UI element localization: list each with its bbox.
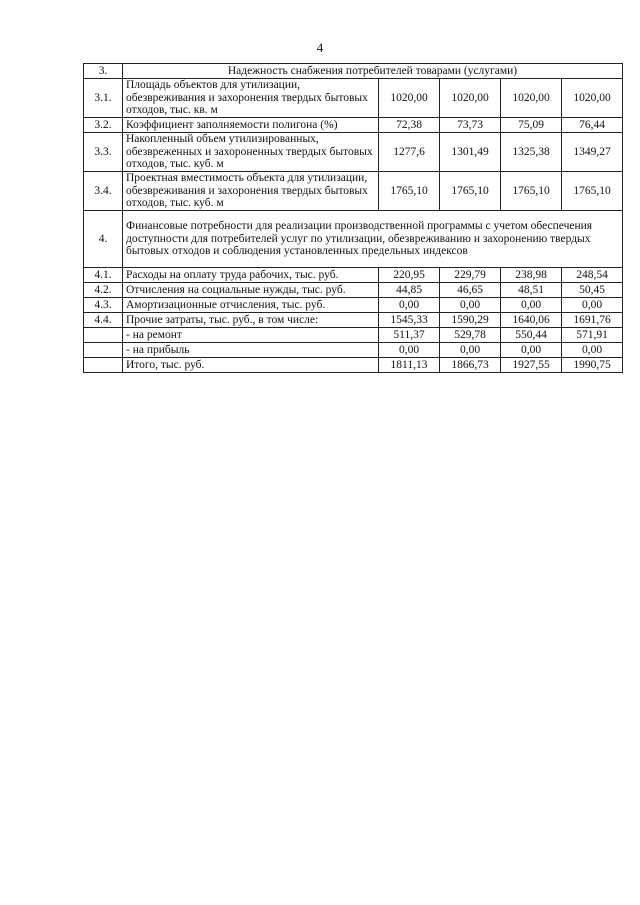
value-cell: 73,73 xyxy=(440,118,501,133)
row-label: Проектная вместимость объекта для утилизации, обезвреживания и захоронения твердых бытовых отходов, тыс. куб. м xyxy=(123,172,379,211)
value-cell: 76,44 xyxy=(562,118,623,133)
value-cell: 0,00 xyxy=(440,298,501,313)
value-cell: 1590,29 xyxy=(440,313,501,328)
row-label: Итого, тыс. руб. xyxy=(123,358,379,373)
row-number: 4. xyxy=(84,211,123,268)
row-number: 4.4. xyxy=(84,313,123,328)
page-number: 4 xyxy=(316,40,324,55)
value-cell: 1765,10 xyxy=(440,172,501,211)
table-row xyxy=(84,172,623,211)
value-cell: 72,38 xyxy=(379,118,440,133)
section-heading: Финансовые потребности для реализации производственной программы с учетом обеспечения доступности для потребителей услуг по утилизации, обезвреживанию и захоронению твердых бытовых отходов и соблюдения установленных предельных индексов xyxy=(123,211,623,268)
row-label: Прочие затраты, тыс. руб., в том числе: xyxy=(123,313,379,328)
table-row xyxy=(84,211,623,268)
value-cell: 529,78 xyxy=(440,328,501,343)
row-number: 3.4. xyxy=(84,172,123,211)
row-number xyxy=(84,343,123,358)
table-row xyxy=(84,268,623,283)
value-cell: 0,00 xyxy=(501,298,562,313)
value-cell: 1866,73 xyxy=(440,358,501,373)
row-number: 3.2. xyxy=(84,118,123,133)
value-cell: 238,98 xyxy=(501,268,562,283)
row-number: 4.2. xyxy=(84,283,123,298)
value-cell: 48,51 xyxy=(501,283,562,298)
table-row xyxy=(84,118,623,133)
value-cell: 1020,00 xyxy=(562,79,623,118)
value-cell: 1325,38 xyxy=(501,133,562,172)
value-cell: 1301,49 xyxy=(440,133,501,172)
value-cell: 0,00 xyxy=(562,343,623,358)
table-row xyxy=(84,64,623,79)
section-heading: Надежность снабжения потребителей товарами (услугами) xyxy=(123,64,623,79)
value-cell: 1349,27 xyxy=(562,133,623,172)
value-cell: 1020,00 xyxy=(440,79,501,118)
value-cell: 511,37 xyxy=(379,328,440,343)
value-cell: 0,00 xyxy=(379,343,440,358)
row-number: 3.1. xyxy=(84,79,123,118)
value-cell: 0,00 xyxy=(440,343,501,358)
row-label: Отчисления на социальные нужды, тыс. руб. xyxy=(123,283,379,298)
value-cell: 46,65 xyxy=(440,283,501,298)
value-cell: 1545,33 xyxy=(379,313,440,328)
row-label: Амортизационные отчисления, тыс. руб. xyxy=(123,298,379,313)
row-label: Коэффициент заполняемости полигона (%) xyxy=(123,118,379,133)
value-cell: 229,79 xyxy=(440,268,501,283)
row-number xyxy=(84,358,123,373)
row-label: Накопленный объем утилизированных, обезвреженных и захороненных твердых бытовых отходов, тыс. куб. м xyxy=(123,133,379,172)
row-number: 3.3. xyxy=(84,133,123,172)
row-label: - на ремонт xyxy=(123,328,379,343)
value-cell: 1020,00 xyxy=(501,79,562,118)
data-table xyxy=(83,63,623,373)
value-cell: 1691,76 xyxy=(562,313,623,328)
value-cell: 1927,55 xyxy=(501,358,562,373)
value-cell: 248,54 xyxy=(562,268,623,283)
table-row xyxy=(84,283,623,298)
row-label: Расходы на оплату труда рабочих, тыс. руб. xyxy=(123,268,379,283)
value-cell: 1990,75 xyxy=(562,358,623,373)
value-cell: 0,00 xyxy=(379,298,440,313)
value-cell: 44,85 xyxy=(379,283,440,298)
value-cell: 1640,06 xyxy=(501,313,562,328)
table-row xyxy=(84,328,623,343)
table-row xyxy=(84,313,623,328)
value-cell: 550,44 xyxy=(501,328,562,343)
value-cell: 220,95 xyxy=(379,268,440,283)
value-cell: 1277,6 xyxy=(379,133,440,172)
value-cell: 571,91 xyxy=(562,328,623,343)
row-label: Площадь объектов для утилизации, обезвреживания и захоронения твердых бытовых отходов, тыс. кв. м xyxy=(123,79,379,118)
value-cell: 0,00 xyxy=(562,298,623,313)
table-row xyxy=(84,79,623,118)
row-label: - на прибыль xyxy=(123,343,379,358)
value-cell: 1811,13 xyxy=(379,358,440,373)
value-cell: 1765,10 xyxy=(501,172,562,211)
row-number: 4.3. xyxy=(84,298,123,313)
table-row xyxy=(84,358,623,373)
value-cell: 1765,10 xyxy=(562,172,623,211)
table-row xyxy=(84,133,623,172)
row-number: 4.1. xyxy=(84,268,123,283)
value-cell: 1020,00 xyxy=(379,79,440,118)
row-number xyxy=(84,328,123,343)
value-cell: 75,09 xyxy=(501,118,562,133)
table-row xyxy=(84,298,623,313)
value-cell: 0,00 xyxy=(501,343,562,358)
row-number: 3. xyxy=(84,64,123,79)
table-row xyxy=(84,343,623,358)
value-cell: 50,45 xyxy=(562,283,623,298)
value-cell: 1765,10 xyxy=(379,172,440,211)
